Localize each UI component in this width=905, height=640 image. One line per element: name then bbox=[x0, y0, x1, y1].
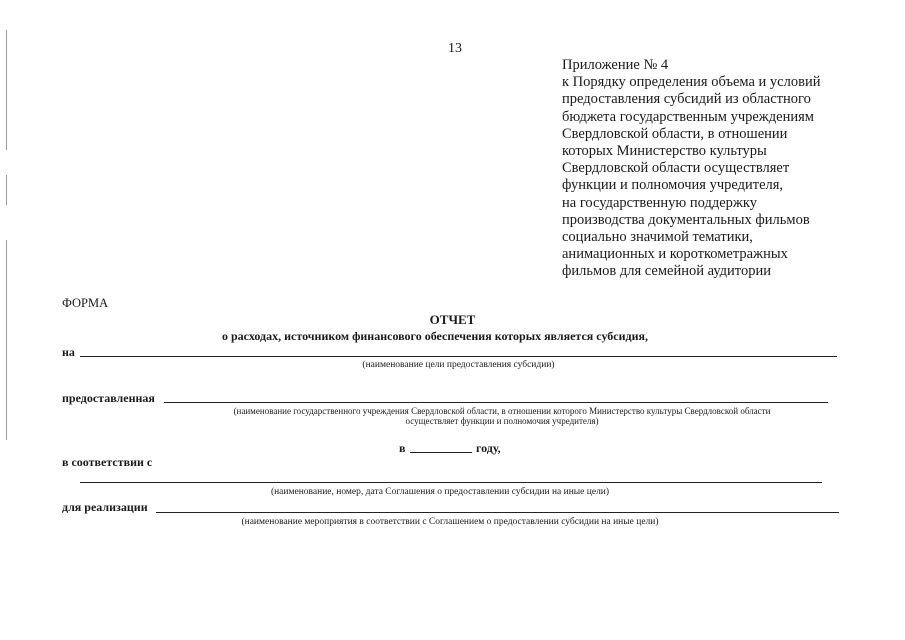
field-label-provided: предоставленная bbox=[62, 391, 155, 405]
appendix-line: Свердловской области, в отношении bbox=[562, 125, 788, 142]
appendix-block bbox=[562, 57, 862, 281]
appendix-line: Свердловской области осуществляет bbox=[562, 160, 790, 177]
caption-accordance: (наименование, номер, дата Соглашения о предоставлении субсидии на иные цели) bbox=[270, 487, 610, 497]
caption-provided-line2: осуществляет функции и полномочия учредителя) bbox=[405, 416, 599, 426]
field-line-na[interactable] bbox=[80, 356, 837, 357]
margin-mark bbox=[6, 175, 7, 205]
field-label-implementation: для реализации bbox=[62, 500, 148, 514]
report-title: ОТЧЕТ bbox=[429, 312, 476, 327]
appendix-line: на государственную поддержку bbox=[562, 194, 757, 211]
appendix-line: которых Министерство культуры bbox=[562, 143, 767, 160]
appendix-line: социально значимой тематики, bbox=[562, 229, 753, 246]
year-suffix: году, bbox=[476, 441, 501, 455]
appendix-line: фильмов для семейной аудитории bbox=[562, 263, 771, 280]
appendix-line: предоставления субсидий из областного bbox=[562, 91, 811, 108]
year-field-line[interactable] bbox=[410, 452, 472, 453]
field-label-accordance: в соответствии с bbox=[62, 455, 153, 469]
appendix-line: Приложение № 4 bbox=[562, 57, 669, 73]
field-label-na: на bbox=[62, 345, 75, 359]
year-prefix: в bbox=[399, 441, 406, 455]
appendix-line: анимационных и короткометражных bbox=[562, 246, 788, 263]
caption-provided-line1: (наименование государственного учреждения Свердловской области, в отношении которого Министерство культуры Свердловской области bbox=[233, 406, 771, 416]
report-subtitle: о расходах, источником финансового обеспечения которых является субсидия, bbox=[222, 329, 649, 343]
margin-mark bbox=[6, 240, 7, 440]
appendix-line: функции и полномочия учредителя, bbox=[562, 177, 784, 194]
page-number: 13 bbox=[448, 41, 462, 56]
margin-mark bbox=[6, 30, 7, 150]
appendix-line: бюджета государственным учреждениям bbox=[562, 108, 814, 125]
field-line-implementation[interactable] bbox=[156, 512, 839, 513]
appendix-line: производства документальных фильмов bbox=[562, 211, 810, 228]
field-line-accordance[interactable] bbox=[80, 482, 822, 483]
field-line-provided[interactable] bbox=[164, 402, 828, 403]
form-label: ФОРМА bbox=[62, 296, 109, 310]
caption-implementation: (наименование мероприятия в соответствии с Соглашением о предоставлении субсидии на иные цели) bbox=[241, 517, 659, 527]
caption-na: (наименование цели предоставления субсидии) bbox=[362, 360, 555, 370]
appendix-line: к Порядку определения объема и условий bbox=[562, 74, 821, 91]
